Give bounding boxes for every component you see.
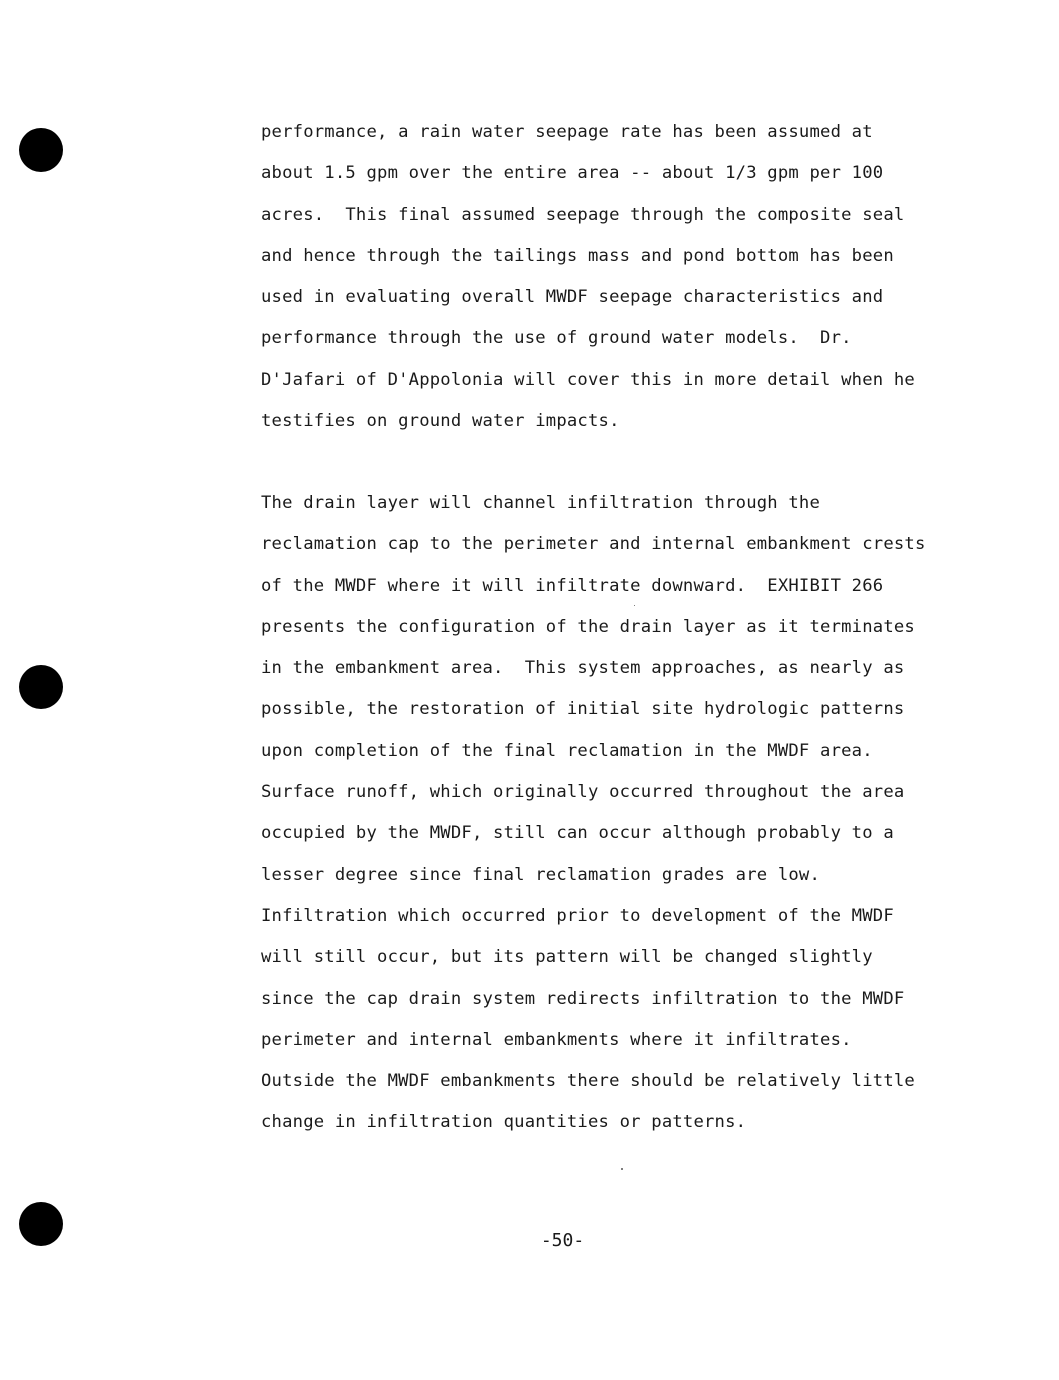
text-line: perimeter and internal embankments where it infiltrates. [261, 1029, 852, 1050]
scan-speck [621, 1168, 623, 1170]
text-line: occupied by the MWDF, still can occur although probably to a [261, 823, 894, 844]
text-line: D'Jafari of D'Appolonia will cover this in more detail when he [261, 369, 915, 390]
text-line: performance through the use of ground water models. Dr. [261, 328, 852, 349]
text-line: about 1.5 gpm over the entire area -- about 1/3 gpm per 100 [261, 163, 884, 184]
text-line: since the cap drain system redirects infiltration to the MWDF [261, 988, 905, 1009]
text-line: Infiltration which occurred prior to development of the MWDF [261, 905, 894, 926]
text-line: Surface runoff, which originally occurred throughout the area [261, 782, 905, 803]
text-line: possible, the restoration of initial site hydrologic patterns [261, 699, 905, 720]
text-line: of the MWDF where it will infiltrate downward. EXHIBIT 266 [261, 575, 884, 596]
text-line: Outside the MWDF embankments there should be relatively little [261, 1071, 915, 1092]
page-number: -50- [540, 1230, 585, 1251]
paragraph-drain-layer [261, 483, 961, 1144]
text-line: testifies on ground water impacts. [261, 411, 620, 432]
text-line: used in evaluating overall MWDF seepage characteristics and [261, 287, 884, 308]
text-line: will still occur, but its pattern will be changed slightly [261, 947, 873, 968]
text-line: and hence through the tailings mass and pond bottom has been [261, 245, 894, 266]
text-line: acres. This final assumed seepage through the composite seal [261, 204, 905, 225]
text-line: change in infiltration quantities or patterns. [261, 1112, 747, 1133]
text-line: upon completion of the final reclamation in the MWDF area. [261, 740, 873, 761]
text-line: in the embankment area. This system approaches, as nearly as [261, 658, 905, 679]
paragraph-seepage [261, 112, 961, 442]
text-line: performance, a rain water seepage rate has been assumed at [261, 122, 873, 142]
text-line: The drain layer will channel infiltration through the [261, 493, 821, 513]
text-line: lesser degree since final reclamation grades are low. [261, 864, 821, 885]
text-line: presents the configuration of the drain layer as it terminates [261, 616, 915, 637]
punch-hole-middle [19, 665, 63, 709]
text-line: reclamation cap to the perimeter and internal embankment crests [261, 534, 926, 555]
punch-hole-top [19, 128, 63, 172]
